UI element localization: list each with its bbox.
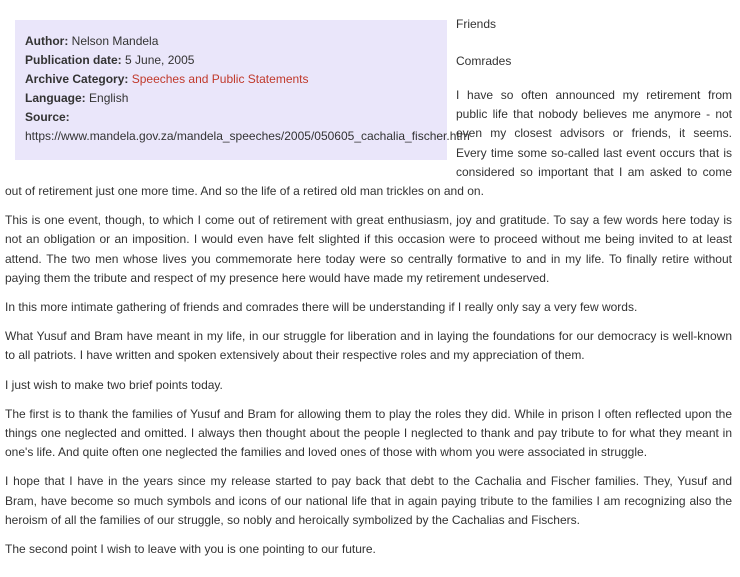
- date-label: Publication date:: [25, 53, 122, 67]
- salutation-comrades: Comrades: [456, 54, 512, 68]
- paragraph: I hope that I have in the years since my release started to pay back that debt to the Cachalia and Fischer families. They, Yusuf and Bram, have become so much symbols and icons of our national life that in again paying tribute to the families I am recognizing also the heroism of all the families of our struggle, so nobly and heroically symbolized by the Cachalias and Fischers.: [5, 474, 732, 527]
- source-row: [25, 108, 437, 127]
- paragraph: I just wish to make two brief points today.: [5, 377, 223, 392]
- category-row: [25, 70, 437, 89]
- source-url-row: [25, 127, 470, 146]
- category-label: Archive Category:: [25, 72, 129, 86]
- category-link[interactable]: Speeches and Public Statements: [131, 72, 309, 86]
- source-url: https://www.mandela.gov.za/mandela_speeches/2005/050605_cachalia_fischer.htm: [25, 129, 470, 143]
- paragraph: The first is to thank the families of Yusuf and Bram for allowing them to play the roles they did. While in prison I often reflected upon the things one neglected and omitted. I always then thought about the people I neglected to thank and pay tribute to for what they meant in one's life. And quite often one neglected the families and loved ones of those with whom you were associated in struggle.: [5, 406, 732, 460]
- paragraph: The second point I wish to leave with you is one pointing to our future.: [5, 542, 376, 557]
- date-row: [25, 51, 437, 70]
- author-row: [25, 32, 437, 51]
- article-page: [5, 0, 732, 559]
- author-label: Author:: [25, 34, 69, 48]
- source-label: Source:: [25, 110, 70, 124]
- salutation-friends: Friends: [456, 17, 497, 31]
- author-value: Nelson Mandela: [71, 34, 159, 48]
- paragraph: This is one event, though, to which I come out of retirement with great enthusiasm, joy and gratitude. To say a few words here today is not an obligation or an imposition. I would even have felt slighted if this occasion were to proceed without me being invited to at least attend. The two men whose lives you commemorate here today were so centrally formative to and in my life. To finally retire without paying them the tribute and respect of my presence here would have made my retirement undeserved.: [5, 213, 732, 285]
- paragraph: What Yusuf and Bram have meant in my life, in our struggle for liberation and in laying the foundations for our democracy is well-known to all patriots. I have written and spoken extensively about their respective roles and my appreciation of them.: [5, 329, 732, 363]
- date-value: 5 June, 2005: [125, 53, 195, 67]
- paragraph: I have so often announced my retirement from public life that nobody believes me anymore - not even my closest advisors or friends, it seems. Every time some so-called last event occurs that is considered so important that I am asked to come out of retirement just one more time. And so the life of a retired old man trickles on and on.: [5, 88, 732, 199]
- metadata-box: [15, 20, 470, 160]
- language-label: Language:: [25, 91, 86, 105]
- paragraph: In this more intimate gathering of friends and comrades there will be understanding if I really only say a very few words.: [5, 300, 638, 315]
- language-row: [25, 89, 437, 108]
- language-value: English: [89, 91, 129, 105]
